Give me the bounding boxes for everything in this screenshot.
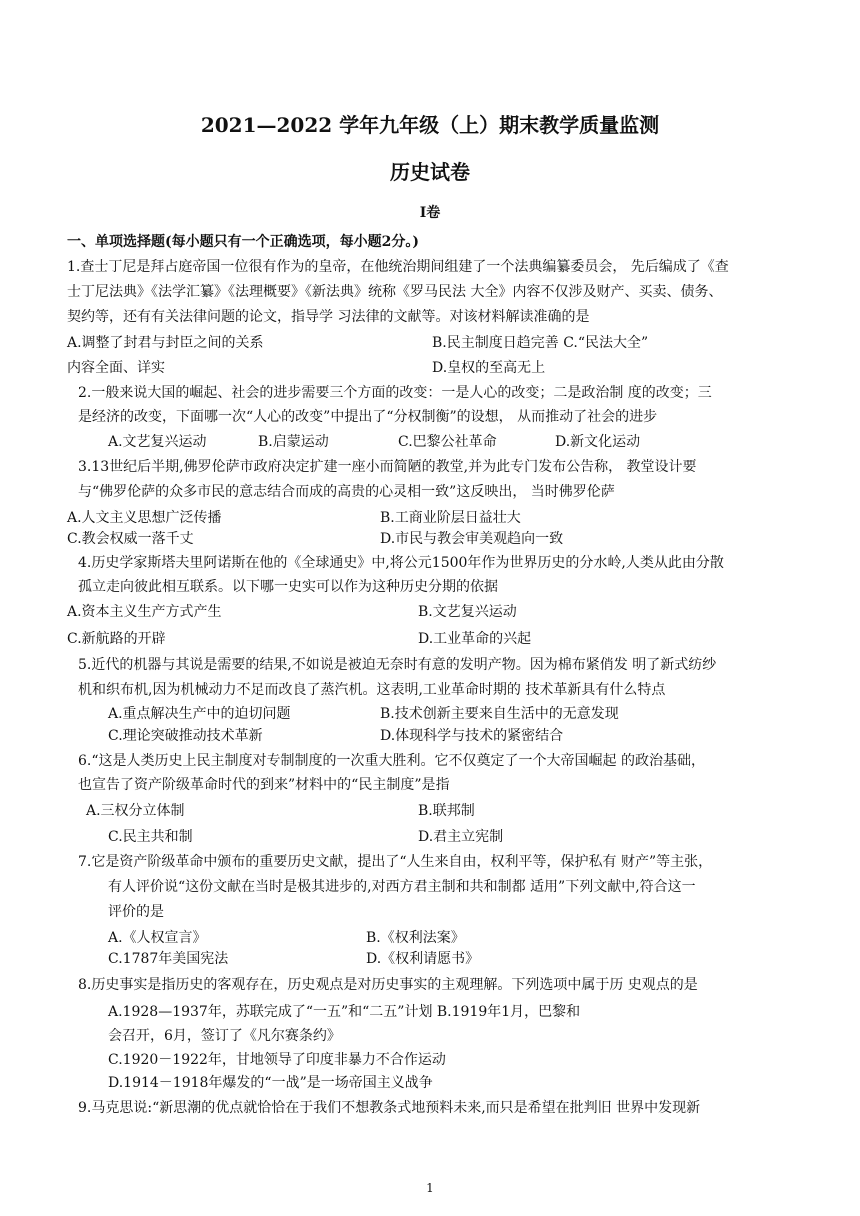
option-a: A.《人权宣言》 bbox=[108, 930, 207, 946]
option-d: D.1914－1918年爆发的“一战”是一场帝国主义战争 bbox=[108, 1075, 433, 1091]
question-text-line: 2.一般来说大国的崛起、社会的进步需要三个方面的改变：一是人心的改变；二是政治制 度的改变；三 bbox=[78, 385, 712, 401]
option-c: C.巴黎公社革命 bbox=[398, 434, 497, 450]
question-text-line: 6.“这是人类历史上民主制度对专制制度的一次重大胜利。它不仅奠定了一个大帝国崛起 的政治基础， bbox=[78, 753, 705, 769]
option-a: A.调整了封君与封臣之间的关系 bbox=[67, 335, 264, 351]
option-d: D.皇权的至高无上 bbox=[432, 360, 546, 376]
question-text-line: 是经济的改变，下面哪一次“人心的改变”中提出了“分权制衡”的设想， 从而推动了社会的进步 bbox=[78, 409, 658, 425]
option-d: D.市民与教会审美观趋向一致 bbox=[380, 531, 564, 547]
question-text-line: 有人评价说“这份文献在当时是极其进步的,对西方君主制和共和制都 适用”下列文献中,符合这一 bbox=[108, 879, 696, 895]
option-a: A.人文主义思想广泛传播 bbox=[67, 510, 222, 526]
option-c: C.1787年美国宪法 bbox=[108, 951, 229, 967]
option-b: B.联邦制 bbox=[418, 803, 475, 819]
option-c: C.民主共和制 bbox=[108, 829, 193, 845]
option-a: A.文艺复兴运动 bbox=[108, 434, 207, 450]
question-text-line: 5.近代的机器与其说是需要的结果,不如说是被迫无奈时有意的发明产物。因为棉布紧俏发 明了新式纺纱 bbox=[78, 657, 717, 673]
question-text-line: 契约等，还有有关法律问题的论文，指导学 习法律的文献等。对该材料解读准确的是 bbox=[67, 309, 590, 325]
option-d: D.新文化运动 bbox=[555, 434, 641, 450]
option-a: A.三权分立体制 bbox=[86, 803, 185, 819]
option-a: A.资本主义生产方式产生 bbox=[67, 604, 222, 620]
option-d: D.体现科学与技术的紧密结合 bbox=[380, 728, 564, 744]
volume-label: I卷 bbox=[419, 205, 441, 221]
question-text-line: 与“佛罗伦萨的众多市民的意志结合而成的高贵的心灵相一致”这反映出， 当时佛罗伦萨 bbox=[78, 484, 615, 500]
page-number: 1 bbox=[426, 1181, 434, 1195]
option-continuation: 会召开，6月，签订了《凡尔赛条约》 bbox=[108, 1028, 341, 1044]
question-text-line: 评价的是 bbox=[108, 904, 164, 920]
option-d: D.《权利请愿书》 bbox=[366, 951, 480, 967]
exam-subject-title: 历史试卷 bbox=[390, 160, 470, 184]
option-b: B.启蒙运动 bbox=[258, 434, 329, 450]
option-b: B.《权利法案》 bbox=[366, 930, 465, 946]
question-text-line: 9.马克思说:“新思潮的优点就恰恰在于我们不想教条式地预料未来,而只是希望在批判旧 世界中发现新 bbox=[78, 1100, 701, 1116]
question-text-line: 7.它是资产阶级革命中颁布的重要历史文献，提出了“人生来自由，权利平等，保护私有 财产”等主张， bbox=[78, 854, 713, 870]
option-d: D.工业革命的兴起 bbox=[418, 631, 532, 647]
question-text-line: 1.查士丁尼是拜占庭帝国一位很有作为的皇帝，在他统治期间组建了一个法典编纂委员会， 先后编成了《查 bbox=[67, 259, 729, 275]
question-text-line: 也宣告了资产阶级革命时代的到来”材料中的“民主制度”是指 bbox=[78, 777, 450, 793]
option-c: C.1920－1922年，甘地领导了印度非暴力不合作运动 bbox=[108, 1052, 446, 1068]
option-continuation: 内容全面、详实 bbox=[67, 360, 165, 376]
section-heading: 一、单项选择题(每小题只有一个正确选项，每小题2分。) bbox=[67, 234, 419, 250]
option-a-b: A.1928—1937年，苏联完成了“一五”和“二五”计划 B.1919年1月，巴黎和 bbox=[108, 1004, 581, 1020]
question-text-line: 8.历史事实是指历史的客观存在，历史观点是对历史事实的主观理解。下列选项中属于历 史观点的是 bbox=[78, 977, 698, 993]
option-b: B.工商业阶层日益壮大 bbox=[380, 510, 521, 526]
question-text-line: 4.历史学家斯塔夫里阿诺斯在他的《全球通史》中,将公元1500年作为世界历史的分水岭,人类从此由分散 bbox=[78, 555, 724, 571]
option-c: C.新航路的开辟 bbox=[67, 631, 166, 647]
option-b: B.文艺复兴运动 bbox=[418, 604, 517, 620]
page-title: 2021—2022 学年九年级（上）期末教学质量监测 bbox=[200, 113, 660, 137]
option-b: B.技术创新主要来自生活中的无意发现 bbox=[380, 706, 619, 722]
option-c: C.教会权威一落千丈 bbox=[67, 531, 194, 547]
question-text-line: 孤立走向彼此相互联系。以下哪一史实可以作为这种历史分期的依据 bbox=[78, 579, 498, 595]
option-a: A.重点解决生产中的迫切问题 bbox=[108, 706, 291, 722]
question-text-line: 士丁尼法典》《法学汇纂》《法理概要》《新法典》统称《罗马民法 大全》内容不仅涉及财产、买卖、债务、 bbox=[67, 284, 723, 300]
question-text-line: 机和织布机,因为机械动力不足而改良了蒸汽机。这表明,工业革命时期的 技术革新具有什么特点 bbox=[78, 682, 666, 698]
option-b-c: B.民主制度日趋完善 C.“民法大全” bbox=[432, 335, 649, 351]
option-d: D.君主立宪制 bbox=[418, 829, 504, 845]
option-c: C.理论突破推动技术革新 bbox=[108, 728, 263, 744]
question-text-line: 3.13世纪后半期,佛罗伦萨市政府决定扩建一座小而简陋的教堂,并为此专门发布公告称， 教堂设计要 bbox=[78, 459, 697, 475]
